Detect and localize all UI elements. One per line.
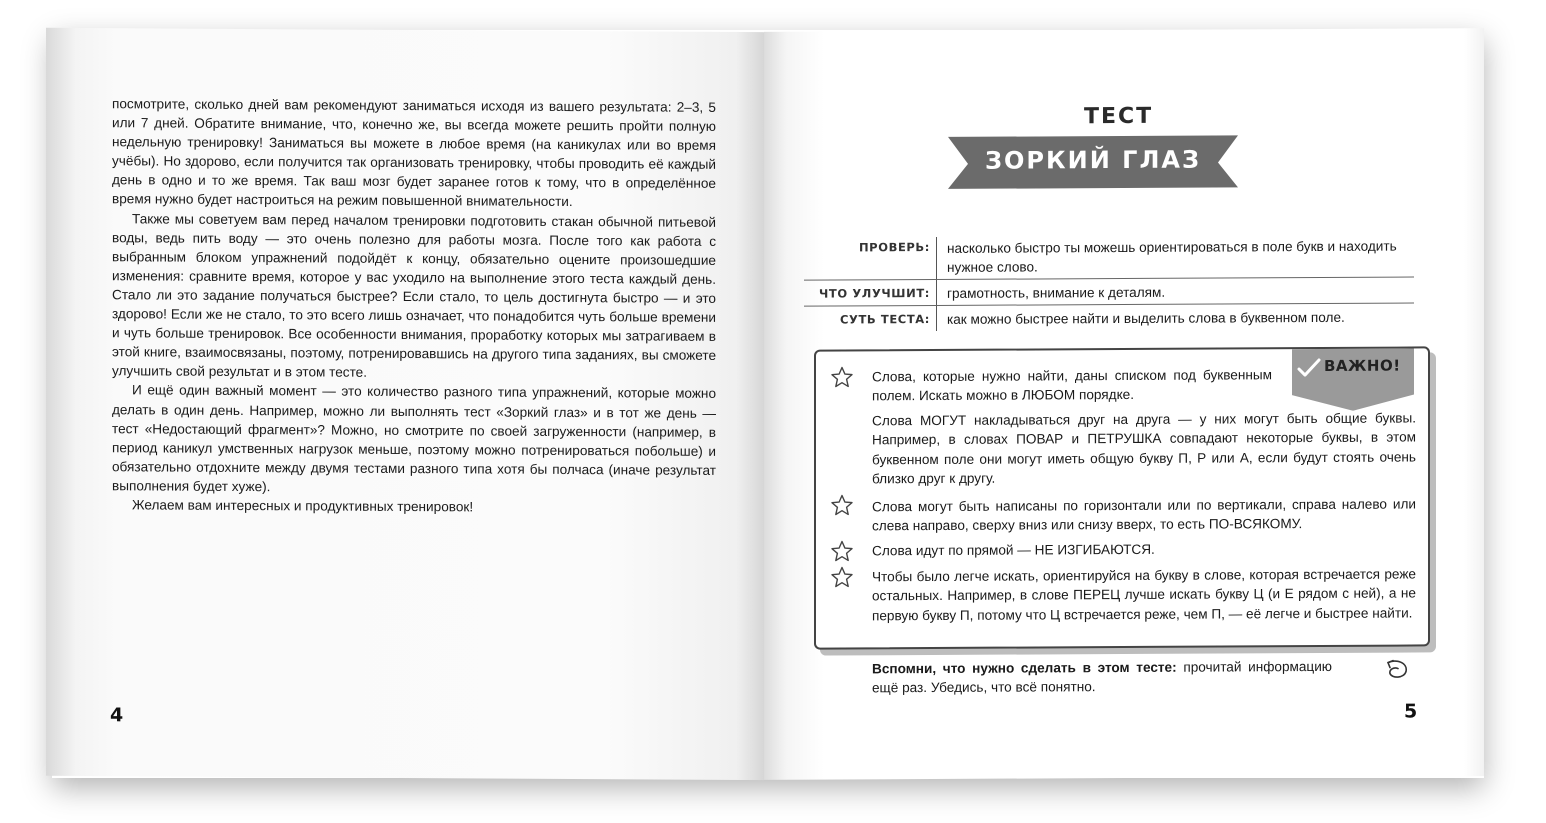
note-3: Слова могут быть написаны по горизонтали или по вертикали, справа налево или слева направо, сверху вниз или снизу вверх, то есть ПО-ВСЯКОМУ.	[872, 496, 1416, 534]
star-icon	[830, 493, 854, 517]
info-row-essence	[804, 303, 1414, 331]
paragraph-1: посмотрите, сколько дней вам рекомендуют заниматься исходя из вашего результата: 2–3, 5 или 7 дней. Обратите внимание, что, конечно же, вы всегда можете решить пройти полную недельную тренировку! Заниматься вы можете в любое время (на каникулах или во время учёбы). Но здорово, если получится так организовать тренировку, чтобы проводить её каждый день в одно и то же время. Так ваш мозг будет заранее готов к тому, что в определённое время нужно будет настроиться на режим повышенной внимательности.	[112, 96, 716, 210]
repeat-arrow-icon	[1382, 656, 1412, 684]
info-table	[804, 234, 1414, 331]
reminder-text	[872, 657, 1332, 698]
info-value-check: насколько быстро ты можешь ориентироваться в поле букв и находить нужное слово.	[936, 234, 1414, 280]
info-label-essence: СУТЬ ТЕСТА:	[839, 312, 930, 327]
left-page-text	[112, 94, 716, 518]
right-page	[764, 28, 1484, 780]
note-1: Слова, которые нужно найти, даны списком под буквенным полем. Искать можно в ЛЮБОМ порядке.	[872, 367, 1272, 404]
star-icon	[830, 539, 854, 563]
checkmark-icon	[1296, 357, 1322, 379]
test-kicker: ТЕСТ	[1084, 103, 1154, 130]
paragraph-4: Желаем вам интересных и продуктивных тренировок!	[132, 497, 474, 515]
reminder-body: прочитай информацию ещё раз. Убедись, что всё понятно.	[872, 658, 1333, 696]
page-number-right: 5	[1404, 700, 1418, 723]
info-row-check	[804, 234, 1414, 280]
star-icon	[830, 365, 854, 389]
note-4: Слова идут по прямой — НЕ ИЗГИБАЮТСЯ.	[872, 541, 1155, 559]
test-title: ЗОРКИЙ ГЛАЗ	[984, 145, 1202, 175]
important-label: ВАЖНО!	[1324, 356, 1401, 375]
left-page	[46, 28, 764, 780]
paragraph-3: И ещё один важный момент — это количество разного типа упражнений, которые можно делать в один день. Например, можно ли выполнять тест «Зоркий глаз» и в тот же день — тест «Недостающий фрагмент»? Можно, но смотрите по своей загруженности (например, в период каникул умственных нагрузок меньше, поэтому можно потренироваться побольше) и обязательно отдохните между двумя тестами разного типа хотя бы полчаса (иначе результат выполнения будет хуже).	[112, 382, 716, 495]
info-value-improves: грамотность, внимание к деталям.	[936, 277, 1414, 306]
reminder-bold: Вспомни, что нужно сделать в этом тесте:	[872, 659, 1177, 677]
star-icon	[830, 565, 854, 589]
info-value-essence: как можно быстрее найти и выделить слова в буквенном поле.	[936, 303, 1414, 331]
paragraph-2: Также мы советуем вам перед началом тренировки подготовить стакан обычной питьевой воды, ведь пить воду — это очень полезно для работы мозга. После того как работа с выбранным блоком упражнений подойдёт к концу, обязательно оцените произошедшие изменения: сравните время, которое у вас уходило на выполнение этого теста каждый день. Стало ли это задание получаться быстрее? Если стало, то цель достигнута быстро — и это здорово! Если же не стало, то это всего лишь означает, что понадобится чуть больше времени и чуть больше тренировок. Все особенности внимания, проработку которых мы затрагиваем в этой книге, взаимосвязаны, поэтому, потренировавшись на другого типа заданиях, вы сможете улучшить свой результат и в этом тесте.	[112, 210, 716, 381]
note-2: Слова МОГУТ накладываться друг на друга — у них могут быть общие буквы. Например, в словах ПОВАР и ПЕТРУШКА совпадают некоторые буквы, в этом буквенном поле они могут иметь общую букву П, Р или А, если будут стоять очень близко друг к другу.	[872, 410, 1416, 487]
info-label-check: ПРОВЕРЬ:	[804, 237, 936, 281]
note-5: Чтобы было легче искать, ориентируйся на букву в слове, которая встречается реже остальных. Например, в слове ПЕРЕЦ лучше искать букву Ц (и Е рядом с ней), а не первую букву П, потому что Ц встречается реже, чем П, — её легче и быстрее найти.	[872, 566, 1416, 624]
info-row-improves	[804, 277, 1414, 306]
important-notes-box	[814, 346, 1430, 649]
page-number-left: 4	[110, 704, 124, 727]
info-label-improves: ЧТО УЛУЧШИТ:	[804, 280, 936, 307]
